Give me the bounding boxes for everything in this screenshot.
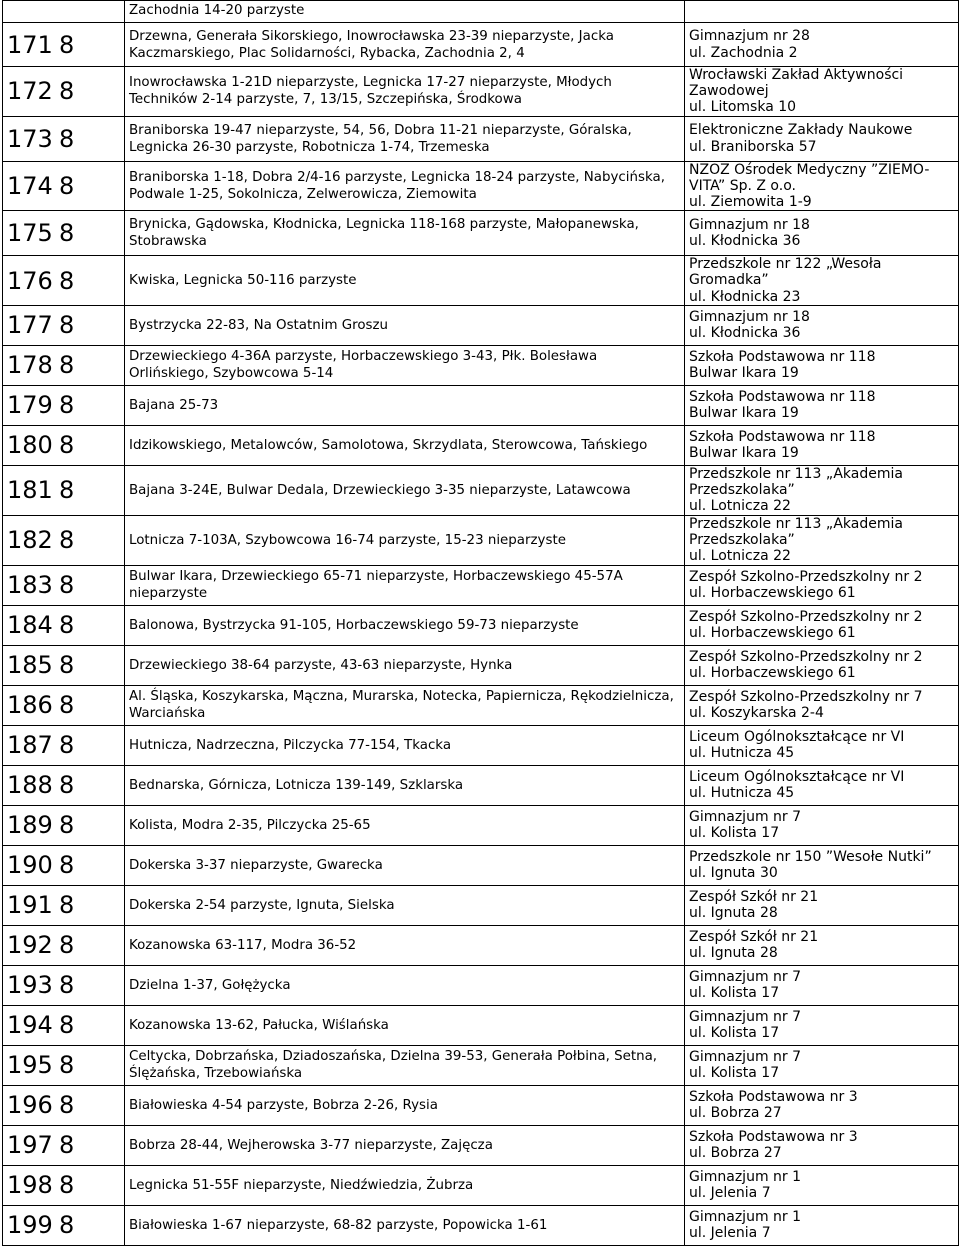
member-count: 8: [59, 171, 75, 200]
district-number-cell: [3, 845, 125, 885]
table-row: [3, 465, 959, 515]
streets-cell: Dokerska 3-37 nieparzyste, Gwarecka: [125, 845, 685, 885]
table-row: [3, 1045, 959, 1085]
district-number-cell: [3, 1045, 125, 1085]
member-count: 8: [59, 571, 75, 600]
district-number: 176: [7, 266, 53, 295]
polling-place-cell: [685, 1125, 959, 1165]
district-number-cell: [3, 805, 125, 845]
streets-cell: Idzikowskiego, Metalowców, Samolotowa, Skrzydlata, Sterowcowa, Tańskiego: [125, 425, 685, 465]
polling-place-line: ul. Horbaczewskiego 61: [689, 585, 856, 602]
streets-cell: Bajana 3-24E, Bulwar Dedala, Drzewieckiego 3-35 nieparzyste, Latawcowa: [125, 465, 685, 515]
polling-place-cell: [685, 515, 959, 565]
polling-place-cell: [685, 67, 959, 117]
member-count: 8: [59, 77, 75, 106]
streets-cell: Braniborska 19-47 nieparzyste, 54, 56, Dobra 11-21 nieparzyste, Góralska, Legnicka 26-30 parzyste, Robotnicza 1-74, Trzemeska: [125, 116, 685, 161]
polling-place-line: ul. Hutnicza 45: [689, 745, 795, 762]
streets-cell: Bulwar Ikara, Drzewieckiego 65-71 nieparzyste, Horbaczewskiego 45-57A nieparzyste: [125, 565, 685, 605]
table-row: [3, 885, 959, 925]
district-number: 178: [7, 351, 53, 380]
district-number: 194: [7, 1011, 53, 1040]
polling-place-cell: [685, 645, 959, 685]
table-row: [3, 645, 959, 685]
member-count: 8: [59, 219, 75, 248]
polling-place-line: Przedszkolaka”: [689, 482, 795, 499]
district-number-cell: [3, 605, 125, 645]
polling-place-line: ul. Ignuta 28: [689, 945, 778, 962]
district-number: 190: [7, 851, 53, 880]
polling-place-cell: [685, 161, 959, 211]
polling-place-line: Bulwar Ikara 19: [689, 445, 799, 462]
district-number: 198: [7, 1171, 53, 1200]
polling-place-line: ul. Hutnicza 45: [689, 785, 795, 802]
polling-place-line: ul. Bobrza 27: [689, 1145, 782, 1162]
polling-place-line: ul. Kłodnicka 36: [689, 325, 801, 342]
polling-place-cell: [685, 345, 959, 385]
district-number: 193: [7, 971, 53, 1000]
district-number-cell: [3, 1085, 125, 1125]
polling-place-line: Gimnazjum nr 1: [689, 1209, 802, 1226]
member-count: 8: [59, 771, 75, 800]
polling-place-line: Zespół Szkolno-Przedszkolny nr 2: [689, 569, 923, 586]
table-row: [3, 1125, 959, 1165]
polling-place-line: Szkoła Podstawowa nr 118: [689, 429, 876, 446]
district-number-cell: [3, 925, 125, 965]
district-number-cell: [3, 67, 125, 117]
polling-place-line: Szkoła Podstawowa nr 118: [689, 389, 876, 406]
district-number-cell: [3, 425, 125, 465]
polling-place-line: VITA” Sp. Z o.o.: [689, 177, 796, 194]
streets-cell: Brynicka, Gądowska, Kłodnicka, Legnicka 118-168 parzyste, Małopanewska, Stobrawska: [125, 211, 685, 256]
polling-place-line: ul. Jelenia 7: [689, 1225, 771, 1242]
member-count: 8: [59, 891, 75, 920]
table-row: [3, 67, 959, 117]
district-number: 174: [7, 171, 53, 200]
table-row: [3, 23, 959, 67]
polling-place-line: Szkoła Podstawowa nr 3: [689, 1129, 858, 1146]
polling-place-line: Szkoła Podstawowa nr 3: [689, 1089, 858, 1106]
member-count: 8: [59, 30, 75, 59]
polling-place-line: ul. Kłodnicka 23: [689, 288, 801, 305]
district-number-cell: [3, 565, 125, 605]
polling-place-cell: [685, 685, 959, 725]
district-number-cell: [3, 161, 125, 211]
polling-place-line: ul. Lotnicza 22: [689, 498, 791, 515]
member-count: 8: [59, 1211, 75, 1240]
polling-place-cell: [685, 805, 959, 845]
member-count: 8: [59, 931, 75, 960]
streets-cell: Bystrzycka 22-83, Na Ostatnim Groszu: [125, 305, 685, 345]
polling-place-line: Gimnazjum nr 18: [689, 309, 810, 326]
district-number-cell: [3, 765, 125, 805]
district-number-cell: [3, 725, 125, 765]
table-row: [3, 256, 959, 306]
member-count: 8: [59, 266, 75, 295]
polling-place-line: Zespół Szkół nr 21: [689, 929, 819, 946]
streets-cell: Drzewieckiego 4-36A parzyste, Horbaczewskiego 3-43, Płk. Bolesława Orlińskiego, Szybowcowa 5-14: [125, 345, 685, 385]
member-count: 8: [59, 971, 75, 1000]
streets-cell: Kolista, Modra 2-35, Pilczycka 25-65: [125, 805, 685, 845]
polling-place-line: ul. Litomska 10: [689, 99, 797, 116]
district-number-cell: [3, 1125, 125, 1165]
streets-cell: Inowrocławska 1-21D nieparzyste, Legnicka 17-27 nieparzyste, Młodych Techników 2-14 parzyste, 7, 13/15, Szczepińska, Środkowa: [125, 67, 685, 117]
polling-place-line: ul. Lotnicza 22: [689, 548, 791, 565]
streets-cell: Kwiska, Legnicka 50-116 parzyste: [125, 256, 685, 306]
polling-place-line: Przedszkole nr 150 ”Wesołe Nutki”: [689, 849, 932, 866]
polling-place-cell: [685, 305, 959, 345]
streets-cell: Bednarska, Górnicza, Lotnicza 139-149, Szklarska: [125, 765, 685, 805]
district-number: 180: [7, 431, 53, 460]
polling-place-cell: [685, 1005, 959, 1045]
member-count: 8: [59, 431, 75, 460]
member-count: 8: [59, 1171, 75, 1200]
streets-cell: Bobrza 28-44, Wejherowska 3-77 nieparzyste, Zajęcza: [125, 1125, 685, 1165]
district-number-cell: [3, 305, 125, 345]
district-number: 199: [7, 1211, 53, 1240]
polling-place-cell: [685, 1165, 959, 1205]
district-number: 171: [7, 30, 53, 59]
table-row: [3, 1005, 959, 1045]
district-number: 184: [7, 611, 53, 640]
polling-place-line: Bulwar Ikara 19: [689, 365, 799, 382]
polling-place-line: Zespół Szkolno-Przedszkolny nr 7: [689, 689, 923, 706]
table-row: [3, 515, 959, 565]
table-row: [3, 965, 959, 1005]
district-number-cell: [3, 465, 125, 515]
polling-place-line: Bulwar Ikara 19: [689, 405, 799, 422]
district-number-cell: [3, 385, 125, 425]
district-number-cell: [3, 1165, 125, 1205]
table-row: [3, 1085, 959, 1125]
member-count: 8: [59, 351, 75, 380]
table-row: [3, 211, 959, 256]
table-row: [3, 161, 959, 211]
district-number-cell: [3, 116, 125, 161]
member-count: 8: [59, 811, 75, 840]
polling-place-line: Elektroniczne Zakłady Naukowe: [689, 122, 913, 139]
header-streets-cell: Zachodnia 14-20 parzyste: [125, 1, 685, 23]
polling-place-line: ul. Braniborska 57: [689, 138, 817, 155]
district-number: 197: [7, 1131, 53, 1160]
streets-cell: Balonowa, Bystrzycka 91-105, Horbaczewskiego 59-73 nieparzyste: [125, 605, 685, 645]
district-number-cell: [3, 1005, 125, 1045]
table-row: [3, 925, 959, 965]
polling-place-line: Zespół Szkół nr 21: [689, 889, 819, 906]
member-count: 8: [59, 526, 75, 555]
polling-place-line: Liceum Ogólnokształcące nr VI: [689, 729, 905, 746]
polling-place-line: Przedszkolaka”: [689, 532, 795, 549]
header-row: [3, 1, 959, 23]
polling-place-cell: [685, 965, 959, 1005]
table-row: [3, 345, 959, 385]
member-count: 8: [59, 851, 75, 880]
polling-place-line: ul. Jelenia 7: [689, 1185, 771, 1202]
table-row: [3, 685, 959, 725]
polling-place-line: ul. Bobrza 27: [689, 1105, 782, 1122]
polling-place-cell: [685, 565, 959, 605]
polling-place-line: Przedszkole nr 122 „Wesoła: [689, 256, 882, 273]
polling-place-cell: [685, 211, 959, 256]
polling-place-cell: [685, 425, 959, 465]
polling-place-cell: [685, 725, 959, 765]
polling-place-cell: [685, 845, 959, 885]
member-count: 8: [59, 651, 75, 680]
polling-place-line: ul. Kolista 17: [689, 1065, 780, 1082]
district-number-cell: [3, 885, 125, 925]
district-number-cell: [3, 211, 125, 256]
polling-place-cell: [685, 23, 959, 67]
polling-place-line: ul. Koszykarska 2-4: [689, 705, 824, 722]
district-number-cell: [3, 685, 125, 725]
polling-place-line: Wrocławski Zakład Aktywności: [689, 67, 904, 83]
member-count: 8: [59, 731, 75, 760]
table-row: [3, 605, 959, 645]
district-number: 177: [7, 311, 53, 340]
district-number: 189: [7, 811, 53, 840]
header-num-cell: [3, 1, 125, 23]
district-number: 192: [7, 931, 53, 960]
streets-cell: Kozanowska 63-117, Modra 36-52: [125, 925, 685, 965]
district-number-cell: [3, 345, 125, 385]
district-number: 175: [7, 219, 53, 248]
district-number: 187: [7, 731, 53, 760]
streets-cell: Drzewieckiego 38-64 parzyste, 43-63 nieparzyste, Hynka: [125, 645, 685, 685]
polling-place-cell: [685, 116, 959, 161]
polling-place-line: Przedszkole nr 113 „Akademia: [689, 466, 903, 483]
district-number: 186: [7, 691, 53, 720]
streets-cell: Bajana 25-73: [125, 385, 685, 425]
polling-place-cell: [685, 605, 959, 645]
polling-place-line: Zawodowej: [689, 83, 769, 100]
district-number: 188: [7, 771, 53, 800]
polling-place-cell: [685, 385, 959, 425]
polling-place-line: Gimnazjum nr 18: [689, 217, 810, 234]
member-count: 8: [59, 1131, 75, 1160]
district-number-cell: [3, 515, 125, 565]
district-number: 183: [7, 571, 53, 600]
streets-cell: Białowieska 4-54 parzyste, Bobrza 2-26, Rysia: [125, 1085, 685, 1125]
streets-cell: Al. Śląska, Koszykarska, Mączna, Murarska, Notecka, Papiernicza, Rękodzielnicza, Warciańska: [125, 685, 685, 725]
district-number: 179: [7, 391, 53, 420]
member-count: 8: [59, 691, 75, 720]
table-row: [3, 425, 959, 465]
district-number: 196: [7, 1091, 53, 1120]
streets-cell: Drzewna, Generała Sikorskiego, Inowrocławska 23-39 nieparzyste, Jacka Kaczmarskiego, Plac Solidarności, Rybacka, Zachodnia 2, 4: [125, 23, 685, 67]
polling-place-line: ul. Ignuta 30: [689, 865, 778, 882]
polling-place-line: Gimnazjum nr 7: [689, 809, 802, 826]
polling-place-line: ul. Zachodnia 2: [689, 44, 798, 61]
polling-place-line: Gimnazjum nr 7: [689, 969, 802, 986]
polling-place-line: ul. Kolista 17: [689, 985, 780, 1002]
polling-place-line: Gimnazjum nr 7: [689, 1049, 802, 1066]
table-row: [3, 805, 959, 845]
district-number-cell: [3, 23, 125, 67]
member-count: 8: [59, 311, 75, 340]
district-number: 181: [7, 476, 53, 505]
polling-place-line: Przedszkole nr 113 „Akademia: [689, 516, 903, 533]
district-number: 173: [7, 124, 53, 153]
streets-cell: Kozanowska 13-62, Pałucka, Wiślańska: [125, 1005, 685, 1045]
header-place-cell: [685, 1, 959, 23]
polling-place-line: ul. Horbaczewskiego 61: [689, 625, 856, 642]
streets-cell: Dzielna 1-37, Gołężycka: [125, 965, 685, 1005]
polling-place-cell: [685, 1045, 959, 1085]
polling-place-line: ul. Kolista 17: [689, 825, 780, 842]
district-number: 185: [7, 651, 53, 680]
polling-place-cell: [685, 256, 959, 306]
streets-cell: Białowieska 1-67 nieparzyste, 68-82 parzyste, Popowicka 1-61: [125, 1205, 685, 1245]
polling-place-cell: [685, 1205, 959, 1245]
district-number-cell: [3, 1205, 125, 1245]
streets-cell: Lotnicza 7-103A, Szybowcowa 16-74 parzyste, 15-23 nieparzyste: [125, 515, 685, 565]
district-number-cell: [3, 645, 125, 685]
district-number: 172: [7, 77, 53, 106]
streets-cell: Hutnicza, Nadrzeczna, Pilczycka 77-154, Tkacka: [125, 725, 685, 765]
district-number: 195: [7, 1051, 53, 1080]
polling-place-line: ul. Ziemowita 1-9: [689, 194, 812, 211]
table-row: [3, 1205, 959, 1245]
district-number-cell: [3, 965, 125, 1005]
table-row: [3, 565, 959, 605]
table-row: [3, 845, 959, 885]
member-count: 8: [59, 1011, 75, 1040]
table-row: [3, 1165, 959, 1205]
district-table-body: [3, 1, 959, 1246]
member-count: 8: [59, 611, 75, 640]
member-count: 8: [59, 1051, 75, 1080]
polling-place-cell: [685, 885, 959, 925]
polling-place-line: ul. Horbaczewskiego 61: [689, 665, 856, 682]
polling-place-line: Gimnazjum nr 7: [689, 1009, 802, 1026]
member-count: 8: [59, 124, 75, 153]
polling-place-line: Szkoła Podstawowa nr 118: [689, 349, 876, 366]
streets-cell: Braniborska 1-18, Dobra 2/4-16 parzyste, Legnicka 18-24 parzyste, Nabycińska, Podwale 1-25, Sokolnicza, Zelwerowicza, Ziemowita: [125, 161, 685, 211]
table-row: [3, 765, 959, 805]
member-count: 8: [59, 476, 75, 505]
district-number: 182: [7, 526, 53, 555]
district-number: 191: [7, 891, 53, 920]
polling-place-cell: [685, 1085, 959, 1125]
district-number-cell: [3, 256, 125, 306]
polling-place-line: ul. Kolista 17: [689, 1025, 780, 1042]
streets-cell: Dokerska 2-54 parzyste, Ignuta, Sielska: [125, 885, 685, 925]
member-count: 8: [59, 391, 75, 420]
district-table: [2, 0, 959, 1246]
polling-place-line: Zespół Szkolno-Przedszkolny nr 2: [689, 649, 923, 666]
table-row: [3, 116, 959, 161]
table-row: [3, 725, 959, 765]
polling-place-line: Liceum Ogólnokształcące nr VI: [689, 769, 905, 786]
polling-place-line: ul. Kłodnicka 36: [689, 233, 801, 250]
table-row: [3, 385, 959, 425]
member-count: 8: [59, 1091, 75, 1120]
polling-place-cell: [685, 465, 959, 515]
polling-place-line: Gimnazjum nr 28: [689, 28, 810, 45]
polling-place-cell: [685, 925, 959, 965]
polling-place-line: Gimnazjum nr 1: [689, 1169, 802, 1186]
polling-place-line: Zespół Szkolno-Przedszkolny nr 2: [689, 609, 923, 626]
polling-place-line: Gromadka”: [689, 272, 769, 289]
polling-place-cell: [685, 765, 959, 805]
polling-place-line: NZOZ Ośrodek Medyczny ”ZIEMO-: [689, 161, 930, 178]
streets-cell: Celtycka, Dobrzańska, Dziadoszańska, Dzielna 39-53, Generała Połbina, Setna, Ślężańska, Trzebowiańska: [125, 1045, 685, 1085]
table-row: [3, 305, 959, 345]
polling-place-line: ul. Ignuta 28: [689, 905, 778, 922]
streets-cell: Legnicka 51-55F nieparzyste, Niedźwiedzia, Żubrza: [125, 1165, 685, 1205]
